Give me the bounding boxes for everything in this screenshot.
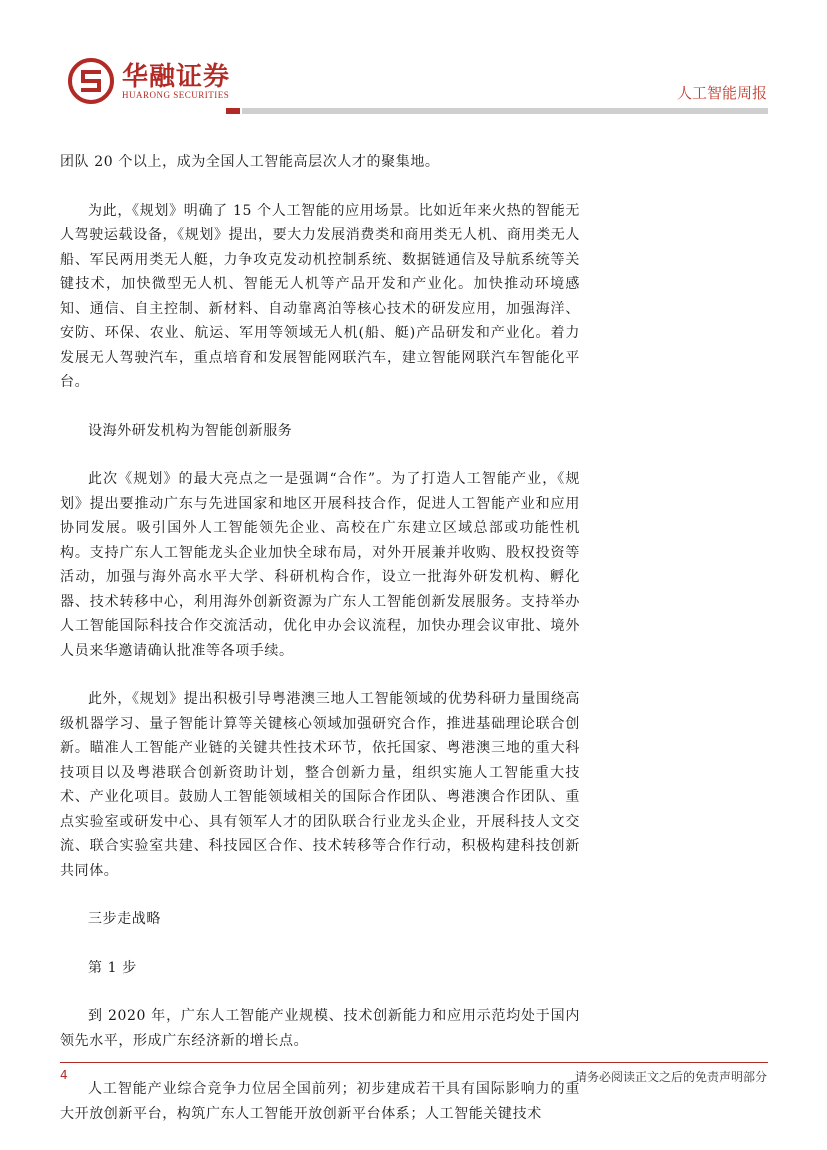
logo-en-name: HUARONG SECURITIES: [122, 90, 230, 100]
paragraph-6: 人工智能产业综合竞争力位居全国前列；初步建成若干具有国际影响力的重大开放创新平台，构筑广东人工智能开放创新平台体系；人工智能关键技术: [60, 1081, 580, 1122]
paragraph-5: 到 2020 年，广东人工智能产业规模、技术创新能力和应用示范均处于国内领先水平，形成广东经济新的增长点。: [60, 1008, 580, 1049]
paragraph-1: 团队 20 个以上，成为全国人工智能高层次人才的聚集地。: [60, 154, 440, 170]
section-heading-step-1: 第 1 步: [88, 959, 137, 976]
paragraph-3: 此次《规划》的最大亮点之一是强调“合作”。为了打造人工智能产业，《规划》提出要推动广东与先进国家和地区开展科技合作，促进人工智能产业和应用协同发展。吸引国外人工智能领先企业、高校在广东建立区域总部或功能性机构。支持广东人工智能龙头企业加快全球布局，对外开展兼并收购、股权投资等活动，加强与海外高水平大学、科研机构合作，设立一批海外研发机构、孵化器、技术转移中心，利用海外创新资源为广东人工智能创新发展服务。支持举办人工智能国际科技合作交流活动，优化申办会议流程，加快办理会议审批、境外人员来华邀请确认批准等各项手续。: [60, 471, 580, 659]
section-heading-overseas: 设海外研发机构为智能创新服务: [88, 422, 293, 439]
page-number: 4: [60, 1068, 68, 1082]
huarong-logo-icon: [68, 58, 114, 104]
footer-disclaimer: 请务必阅读正文之后的免责声明部分: [574, 1070, 767, 1084]
report-type-label: 人工智能周报: [676, 84, 767, 102]
paragraph-4: 此外，《规划》提出积极引导粤港澳三地人工智能领域的优势科研力量围绕高级机器学习、量子智能计算等关键核心领域加强研究合作，推进基础理论联合创新。瞄准人工智能产业链的关键共性技术环节，依托国家、粤港澳三地的重大科技项目以及粤港联合创新资助计划，整合创新力量，组织实施人工智能重大技术、产业化项目。鼓励人工智能领域相关的国际合作团队、粤港澳合作团队、重点实验室或研发中心、具有领军人才的团队联合行业龙头企业，开展科技人文交流、联合实验室共建、科技园区合作、技术转移等合作行动，积极构建科技创新共同体。: [60, 691, 580, 879]
section-heading-three-steps: 三步走战略: [88, 911, 161, 927]
logo-cn-name: 华融证券: [122, 62, 231, 92]
header-rule: [242, 108, 768, 114]
header-rule-accent: [226, 108, 240, 114]
article-body: [60, 150, 580, 1150]
footer-rule: [60, 1062, 768, 1063]
paragraph-2: 为此，《规划》明确了 15 个人工智能的应用场景。比如近年来火热的智能无人驾驶运载设备，《规划》提出，要大力发展消费类和商用类无人机、商用类无人船、军民两用类无人艇，力争攻克发动机控制系统、数据链通信及导航系统等关键技术，加快微型无人机、智能无人机等产品开发和产业化。加快推动环境感知、通信、自主控制、新材料、自动靠离泊等核心技术的研发应用，加强海洋、安防、环保、农业、航运、军用等领域无人机(船、艇)产品研发和产业化。着力发展无人驾驶汽车，重点培育和发展智能网联汽车，建立智能网联汽车智能化平台。: [60, 202, 580, 390]
page-header: [0, 0, 827, 120]
